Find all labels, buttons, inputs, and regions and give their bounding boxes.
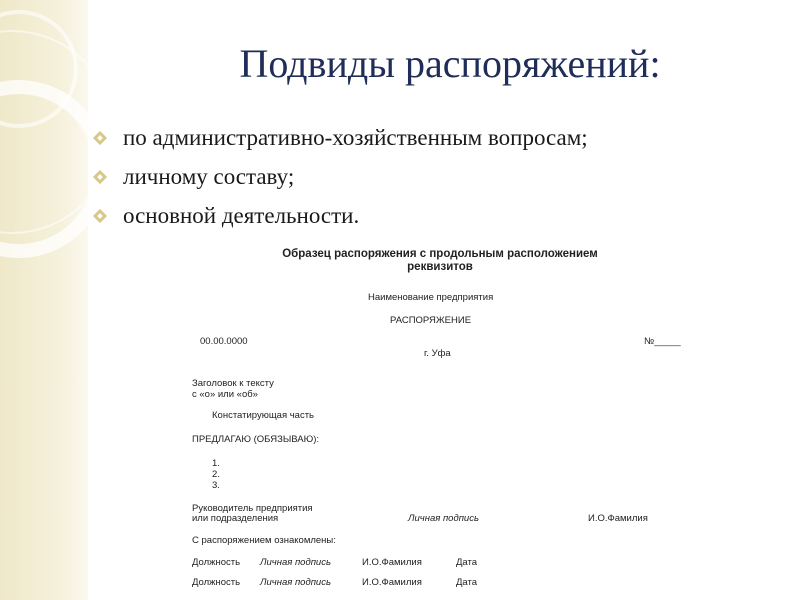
diamond-bullet-icon xyxy=(95,172,105,182)
organization-name: Наименование предприятия xyxy=(368,292,494,303)
document-title-line: Образец распоряжения с продольным расположением xyxy=(282,248,598,260)
list-item xyxy=(95,196,588,235)
document-city: г. Уфа xyxy=(424,348,451,359)
sample-document xyxy=(180,244,700,596)
bullet-list xyxy=(95,118,588,235)
document-number: №_____ xyxy=(644,336,681,347)
diamond-bullet-icon xyxy=(95,211,105,221)
propose-heading: ПРЕДЛАГАЮ (ОБЯЗЫВАЮ): xyxy=(192,434,320,445)
document-title xyxy=(180,248,700,274)
ack-signature: Личная подпись xyxy=(260,557,331,568)
list-item: 2. xyxy=(212,469,220,480)
bullet-text: по административно-хозяйственным вопросам; xyxy=(123,124,588,150)
ack-date: Дата xyxy=(456,577,478,588)
list-item xyxy=(95,118,588,157)
bullet-text: личному составу; xyxy=(123,163,295,189)
head-title-line: Руководитель предприятия xyxy=(192,503,313,514)
heading-line: с «о» или «об» xyxy=(192,389,258,400)
document-type: РАСПОРЯЖЕНИЕ xyxy=(390,315,472,326)
ack-full-name: И.О.Фамилия xyxy=(362,577,422,588)
ack-full-name: И.О.Фамилия xyxy=(362,557,422,568)
head-signature: Личная подпись xyxy=(408,513,479,524)
document-date: 00.00.0000 xyxy=(200,336,248,347)
ack-position: Должность xyxy=(192,577,241,588)
ack-signature: Личная подпись xyxy=(260,577,331,588)
heading-line: Заголовок к тексту xyxy=(192,378,274,389)
diamond-bullet-icon xyxy=(95,133,105,143)
head-title-line: или подразделения xyxy=(192,513,279,524)
slide-title: Подвиды распоряжений: xyxy=(239,41,661,86)
statement-part: Констатирующая часть xyxy=(212,410,315,421)
document-title-line: реквизитов xyxy=(407,261,473,273)
ack-position: Должность xyxy=(192,557,241,568)
list-item: 3. xyxy=(212,480,220,491)
list-item: 1. xyxy=(212,458,220,469)
bullet-text: основной деятельности. xyxy=(123,202,360,228)
head-full-name: И.О.Фамилия xyxy=(588,513,648,524)
acquainted-heading: С распоряжением ознакомлены: xyxy=(192,535,336,546)
ack-date: Дата xyxy=(456,557,478,568)
decorative-side-band xyxy=(0,0,88,600)
list-item xyxy=(95,157,588,196)
